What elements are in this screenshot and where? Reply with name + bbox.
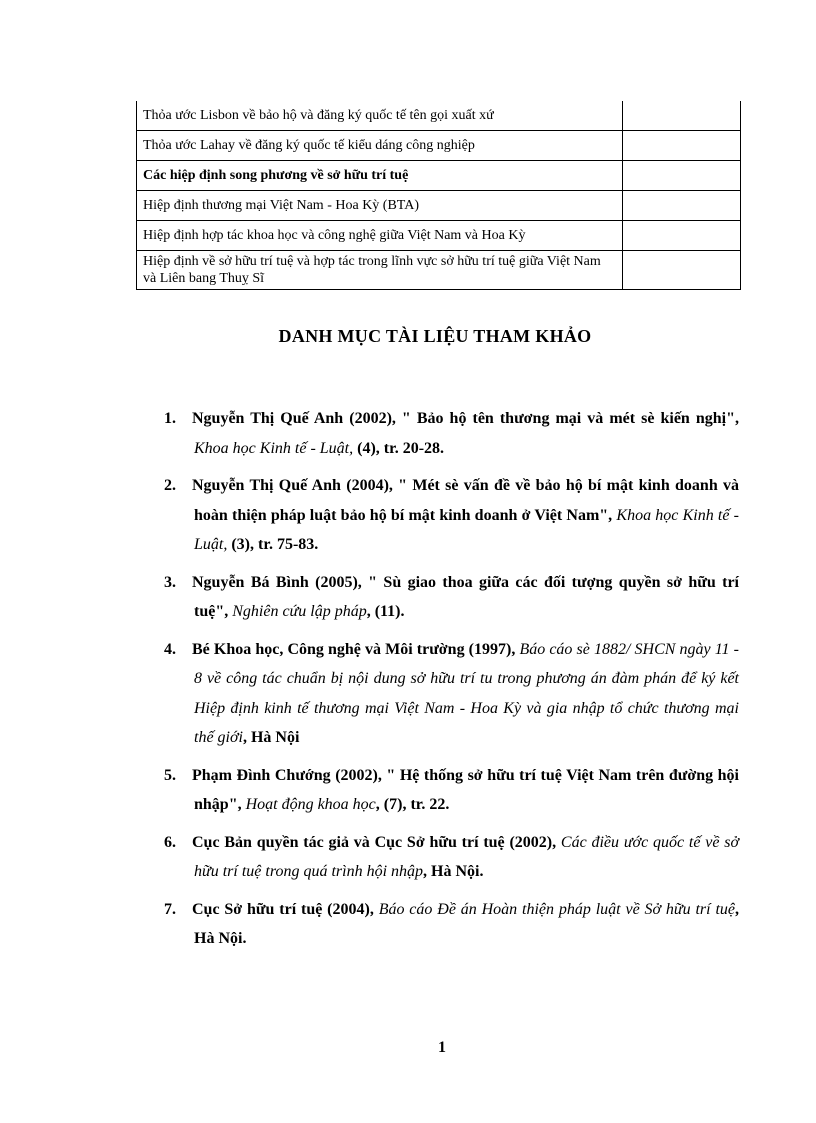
- reference-author: Bé Khoa học, Công nghệ và Môi trường (1997),: [192, 640, 520, 658]
- reference-author: Cục Bản quyền tác giả và Cục Sở hữu trí tuệ (2002),: [192, 833, 561, 851]
- reference-item: [136, 471, 739, 560]
- reference-number: 7.: [164, 900, 176, 918]
- table-cell-value: [623, 131, 741, 161]
- section-title: DANH MỤC TÀI LIỆU THAM KHẢO: [278, 326, 592, 346]
- reference-source: Các điều ước quốc tế về sở hữu trí tuệ trong quá trình hội nhập: [194, 833, 739, 880]
- reference-item: [136, 761, 739, 820]
- reference-author: Cục Sở hữu trí tuệ (2004),: [192, 900, 379, 918]
- table-cell-value: [623, 191, 741, 221]
- reference-item: [136, 404, 739, 463]
- table-cell-label: Thỏa ước Lisbon về bảo hộ và đăng ký quốc tế tên gọi xuất xứ: [137, 101, 623, 131]
- reference-tail: (3), tr. 75-83.: [227, 536, 319, 553]
- table-row: [137, 131, 741, 161]
- reference-tail: , (7), tr. 22.: [375, 796, 450, 813]
- reference-number: 6.: [164, 833, 176, 851]
- reference-list: [136, 404, 739, 962]
- reference-source: Nghiên cứu lập pháp: [232, 603, 367, 620]
- reference-tail: , (11).: [366, 603, 405, 620]
- table-cell-label: Hiệp định thương mại Việt Nam - Hoa Kỳ (BTA): [137, 191, 623, 221]
- reference-tail: , Hà Nội.: [194, 900, 739, 947]
- reference-source: Báo cáo Đề án Hoàn thiện pháp luật về Sở hữu trí tuệ: [378, 900, 735, 918]
- reference-item: [136, 568, 739, 627]
- table-row-section-header: [137, 161, 741, 191]
- reference-item: [136, 635, 739, 753]
- reference-number: 4.: [164, 640, 176, 658]
- reference-number: 1.: [164, 410, 176, 427]
- table-row: [137, 221, 741, 251]
- table-cell-value: [623, 101, 741, 131]
- reference-author: Nguyễn Thị Quế Anh (2004), " Mét sè vấn đề về bảo hộ bí mật kinh doanh và hoàn thiện pháp luật bảo hộ bí mật kinh doanh ở Việt Nam",: [192, 477, 739, 524]
- reference-number: 2.: [164, 477, 176, 494]
- reference-tail: , Hà Nội: [242, 729, 300, 746]
- table-cell-value: [623, 251, 741, 290]
- reference-source: Hoạt động khoa học: [245, 796, 376, 813]
- reference-item: [136, 828, 739, 887]
- reference-number: 3.: [164, 573, 176, 591]
- table-row: [137, 251, 741, 290]
- reference-tail: (4), tr. 20-28.: [353, 439, 445, 457]
- reference-number: 5.: [164, 766, 176, 784]
- table-cell-value: [623, 161, 741, 191]
- reference-author: Phạm Đình Chướng (2002), " Hệ thống sở hữu trí tuệ Việt Nam trên đường hội nhập",: [192, 766, 739, 813]
- reference-source: Khoa học Kinh tế - Luật,: [194, 439, 354, 457]
- table-cell-label: Các hiệp định song phương về sở hữu trí tuệ: [137, 161, 623, 191]
- reference-tail: , Hà Nội.: [423, 863, 484, 880]
- reference-source: Khoa học Kinh tế - Luật,: [194, 506, 740, 553]
- table-row: [137, 101, 741, 131]
- page-number: 1: [438, 1039, 446, 1056]
- reference-author: Nguyễn Thị Quế Anh (2002), " Bảo hộ tên thương mại và mét sè kiến nghị",: [192, 410, 739, 427]
- table-row: [137, 191, 741, 221]
- reference-source: Báo cáo sè 1882/ SHCN ngày 11 - 8 về công tác chuẩn bị nội dung sở hữu trí tu trong phương án đàm phán để ký kết Hiệp định kinh tế thương mại Việt Nam - Hoa Kỳ và gia nhập tổ chức thương mại thế giới: [194, 640, 739, 746]
- reference-item: [136, 895, 739, 954]
- table-cell-label: Hiệp định hợp tác khoa học và công nghệ giữa Việt Nam và Hoa Kỳ: [137, 221, 623, 251]
- reference-author: Nguyễn Bá Bình (2005), " Sù giao thoa giữa các đối tượng quyền sở hữu trí tuệ",: [192, 573, 739, 620]
- table-cell-label: Hiệp định về sở hữu trí tuệ và hợp tác trong lĩnh vực sở hữu trí tuệ giữa Việt Nam và Liên bang Thuỵ Sĩ: [137, 251, 623, 290]
- treaty-table: [136, 101, 741, 290]
- table-cell-label: Thỏa ước Lahay về đăng ký quốc tế kiểu dáng công nghiệp: [137, 131, 623, 161]
- table-cell-value: [623, 221, 741, 251]
